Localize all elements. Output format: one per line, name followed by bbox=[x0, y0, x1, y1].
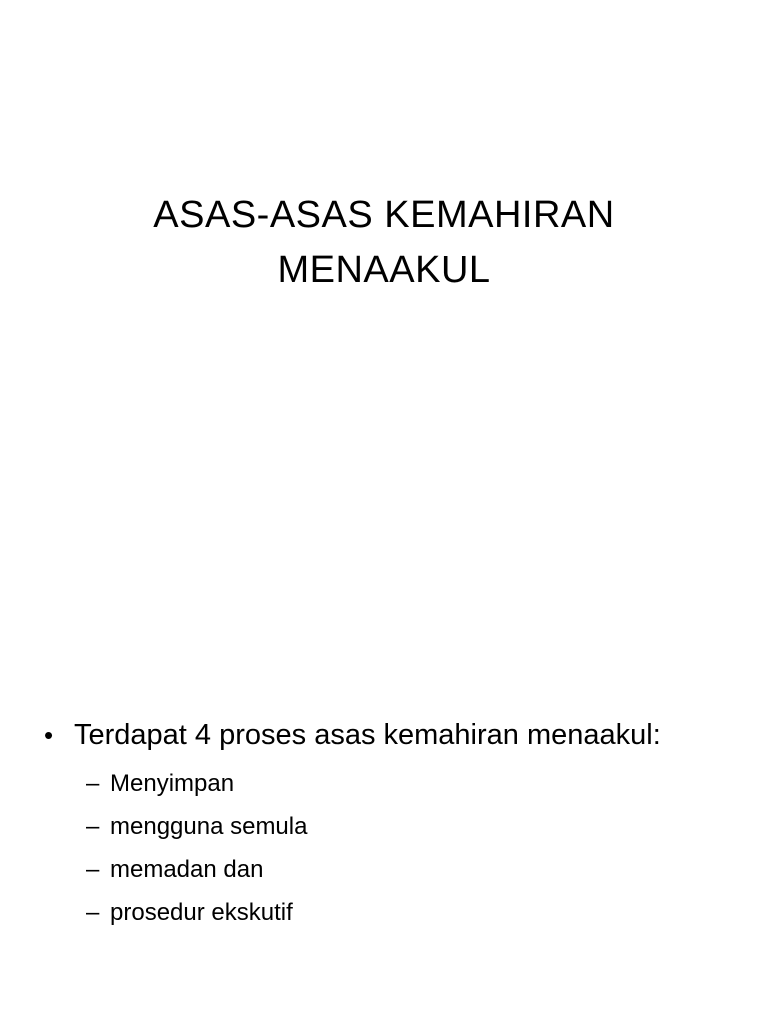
sub-item-memadan-dan bbox=[86, 848, 734, 891]
slide-title bbox=[0, 188, 768, 298]
sub-item-text: memadan dan bbox=[110, 856, 264, 883]
sub-item-text: prosedur ekskutif bbox=[110, 899, 293, 926]
dash-marker: – bbox=[86, 899, 100, 926]
sub-item-text: Menyimpan bbox=[110, 770, 235, 797]
slide-title-line-1: ASAS-ASAS KEMAHIRAN bbox=[153, 194, 615, 236]
bullet-item bbox=[44, 712, 734, 758]
sub-item-menyimpan bbox=[86, 762, 734, 805]
sub-item-prosedur-ekskutif bbox=[86, 891, 734, 934]
dash-marker: – bbox=[86, 856, 100, 883]
bullet-marker: • bbox=[44, 720, 54, 750]
slide-title-line-2: MENAAKUL bbox=[277, 249, 491, 291]
dash-marker: – bbox=[86, 813, 100, 840]
sub-list bbox=[44, 762, 734, 934]
bullet-text: Terdapat 4 proses asas kemahiran menaakul: bbox=[74, 719, 661, 751]
sub-item-mengguna-semula bbox=[86, 805, 734, 848]
sub-item-text: mengguna semula bbox=[110, 813, 308, 840]
dash-marker: – bbox=[86, 770, 100, 797]
slide-content bbox=[44, 712, 734, 934]
